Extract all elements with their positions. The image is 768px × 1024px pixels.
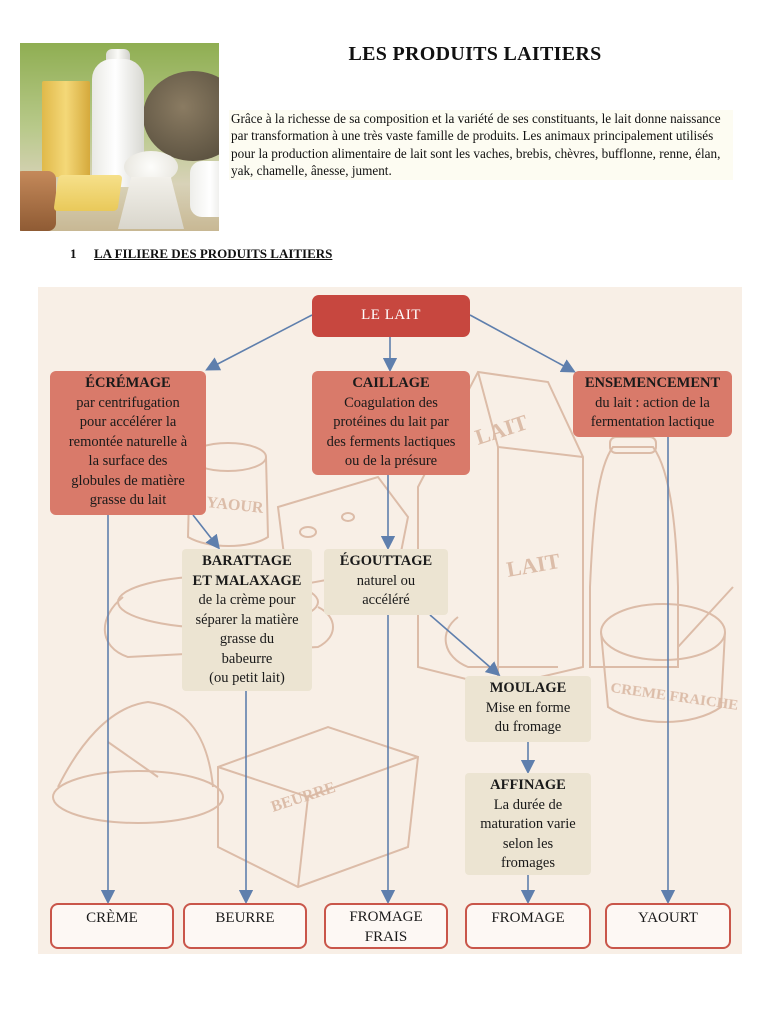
cheese-block-shape: [42, 81, 90, 177]
node-moulage-line: Mise en forme: [485, 699, 571, 716]
sketch-label-lait-1: LAIT: [471, 409, 531, 450]
yogurt-cup-shape: [190, 161, 219, 217]
node-ensemencement-line: du lait : action de la: [595, 394, 710, 411]
node-ecremage: [50, 371, 206, 515]
round-cheese-shape: [143, 71, 219, 161]
node-affinage-line: maturation varie: [480, 816, 576, 832]
node-egouttage-title: ÉGOUTTAGE: [339, 553, 433, 569]
node-egouttage-line: naturel ou: [356, 572, 416, 589]
node-barattage-line: babeurre: [221, 650, 273, 667]
node-ecremage-line: remontée naturelle à: [68, 433, 188, 450]
output-fromage: FROMAGE: [465, 903, 591, 949]
output-beurre: BEURRE: [183, 903, 307, 949]
intro-paragraph: Grâce à la richesse de sa composition et la variété de ses constituants, le lait donne naissance par transformation à une très vaste famille de produits. Les animaux principalement utilisés pour la production alimentaire de lait sont les vaches, brebis, chèvres, bufflonne, renne, élan, yak, chamelle, ânesse, jument.: [229, 110, 733, 180]
node-egouttage: [324, 549, 448, 615]
bread-shape: [20, 171, 56, 231]
node-barattage-title-2: ET MALAXAGE: [192, 572, 302, 589]
node-caillage-line: des ferments lactiques: [326, 433, 456, 450]
node-ecremage-line: pour accélérer la: [79, 414, 177, 430]
node-caillage-title: CAILLAGE: [352, 375, 430, 391]
node-moulage: [465, 676, 591, 742]
node-le-lait: LE LAIT: [312, 295, 470, 337]
section-number: 1: [70, 246, 77, 261]
output-creme: CRÈME: [50, 903, 174, 949]
node-ensemencement-line: fermentation lactique: [590, 414, 715, 430]
node-ecremage-line: globules de matière: [71, 472, 185, 489]
node-egouttage-line: accéléré: [362, 592, 410, 608]
section-title: LA FILIERE DES PRODUITS LAITIERS: [94, 246, 333, 261]
arrow-lait-ensemencement: [470, 315, 573, 371]
node-caillage: [312, 371, 470, 475]
sketch-label-beurre-pack: BEURRE: [268, 779, 338, 816]
dairy-products-photo: [20, 43, 219, 231]
node-barattage-line: de la crème pour: [198, 592, 296, 608]
output-fromage-frais: [324, 903, 448, 949]
sketch-label-creme-fraiche: CREME FRAICHE: [609, 680, 740, 714]
node-caillage-line: Coagulation des: [344, 394, 438, 411]
node-affinage-title: AFFINAGE: [490, 777, 566, 793]
node-barattage: [182, 549, 312, 691]
sketch-label-yaourt-jar: YAOUR: [205, 494, 265, 517]
node-barattage-line: (ou petit lait): [209, 670, 285, 686]
butter-shape: [53, 175, 122, 211]
node-ecremage-line: grasse du lait: [89, 492, 167, 508]
arrow-lait-ecremage: [208, 315, 312, 369]
output-yaourt: YAOURT: [605, 903, 731, 949]
node-ecremage-line: par centrifugation: [76, 394, 180, 411]
output-fromage-frais-line: FROMAGE: [349, 909, 423, 925]
node-ecremage-line: la surface des: [88, 453, 168, 469]
node-affinage-line: La durée de: [493, 796, 563, 813]
sketch-label-lait-2: LAIT: [504, 547, 562, 582]
node-ensemencement: [573, 371, 732, 437]
node-ecremage-title: ÉCRÉMAGE: [85, 375, 171, 391]
section-heading: [70, 246, 332, 262]
node-barattage-line: grasse du: [219, 631, 275, 647]
node-caillage-line: protéines du lait par: [333, 414, 449, 430]
output-fromage-frais-line: FRAIS: [364, 929, 408, 945]
node-moulage-title: MOULAGE: [489, 680, 567, 696]
node-affinage-line: fromages: [501, 855, 555, 871]
node-barattage-title: BARATTAGE: [202, 553, 292, 569]
node-barattage-line: séparer la matière: [195, 611, 299, 628]
node-moulage-line: du fromage: [494, 719, 562, 735]
node-ensemencement-title: ENSEMENCEMENT: [584, 375, 721, 391]
dairy-flow-diagram: [38, 287, 742, 954]
page-title: LES PRODUITS LAITIERS: [348, 43, 602, 65]
node-caillage-line: ou de la présure: [344, 453, 438, 469]
node-affinage-line: selon les: [502, 835, 554, 852]
node-affinage: [465, 773, 591, 875]
